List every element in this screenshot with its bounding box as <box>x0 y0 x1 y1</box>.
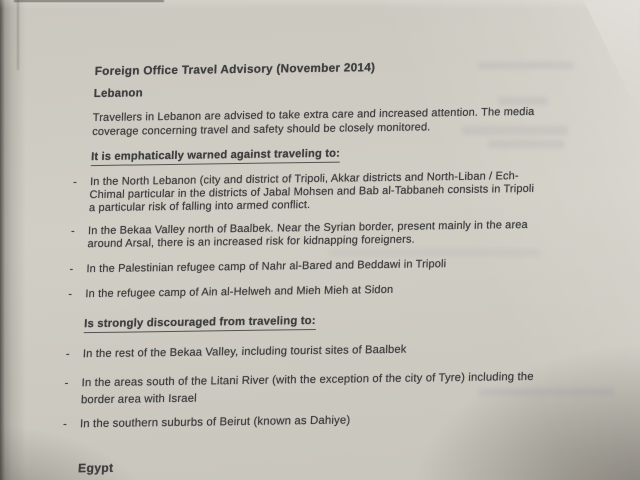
advisory-item-sidon-camps <box>68 283 394 301</box>
warning-section-heading-emphatic <box>91 148 340 166</box>
bullet-dash: - <box>65 348 71 361</box>
advisory-item-litani-south <box>64 369 534 409</box>
bullet-dash: - <box>69 263 74 276</box>
paper-left-edge-line <box>17 0 19 70</box>
warning-section-heading-emphatic-text: It is emphatically warned against traveling to: <box>91 148 340 166</box>
advisory-item-text: In the areas south of the Litani River (with the exception of the city of Tyre) including the border area with Israel <box>80 370 534 407</box>
bullet-dash: - <box>70 225 76 238</box>
advisory-item-bekaa-rest <box>65 343 407 362</box>
advisory-item-beirut-suburbs <box>62 414 351 431</box>
document-title: Foreign Office Travel Advisory (November 2014) <box>94 60 376 79</box>
next-country-heading: Egypt <box>77 460 114 476</box>
advisory-item-text: In the Palestinian refugee camp of Nahr al-Bared and Beddawi in Tripoli <box>86 258 447 276</box>
advisory-item-text: In the Bekaa Valley north of Baalbek. Near the Syrian border, present mainly in the area around Arsal, there is an increased risk for kidnapping foreigners. <box>87 218 529 251</box>
advisory-item-text: In the southern suburbs of Beirut (known as Dahiye) <box>79 414 351 431</box>
bullet-dash: - <box>72 176 78 189</box>
advisory-item-bekaa-north <box>70 218 529 251</box>
advisory-item-text: In the refugee camp of Ain al-Helweh and Mieh Mieh at Sidon <box>85 283 394 301</box>
advisory-item-text: In the North Lebanon (city and district of Tripoli, Akkar districts and North-Liban / Ech- Chimal particular in the districts of Jabal Mohsen and Bab al-Tabbaneh consists in Tripoli a particular risk of falling into armed conflict. <box>88 170 535 215</box>
bullet-dash: - <box>62 418 68 431</box>
country-heading: Lebanon <box>93 87 143 101</box>
bullet-dash: - <box>64 377 69 390</box>
advisory-item-north-lebanon <box>72 170 535 215</box>
paper-top-edge-shadow <box>14 0 164 2</box>
warning-section-heading-discouraged-text: Is strongly discouraged from traveling to: <box>84 315 316 333</box>
document-content <box>62 58 585 477</box>
advisory-item-palestinian-camps <box>69 258 447 276</box>
intro-paragraph: Travellers in Lebanon are advised to take extra care and increased attention. The media coverage concerning travel and safety should be closely monitored. <box>91 105 535 138</box>
advisory-item-text: In the rest of the Bekaa Valley, including tourist sites of Baalbek <box>82 343 407 361</box>
warning-section-heading-discouraged <box>84 315 316 333</box>
bullet-dash: - <box>68 288 73 301</box>
